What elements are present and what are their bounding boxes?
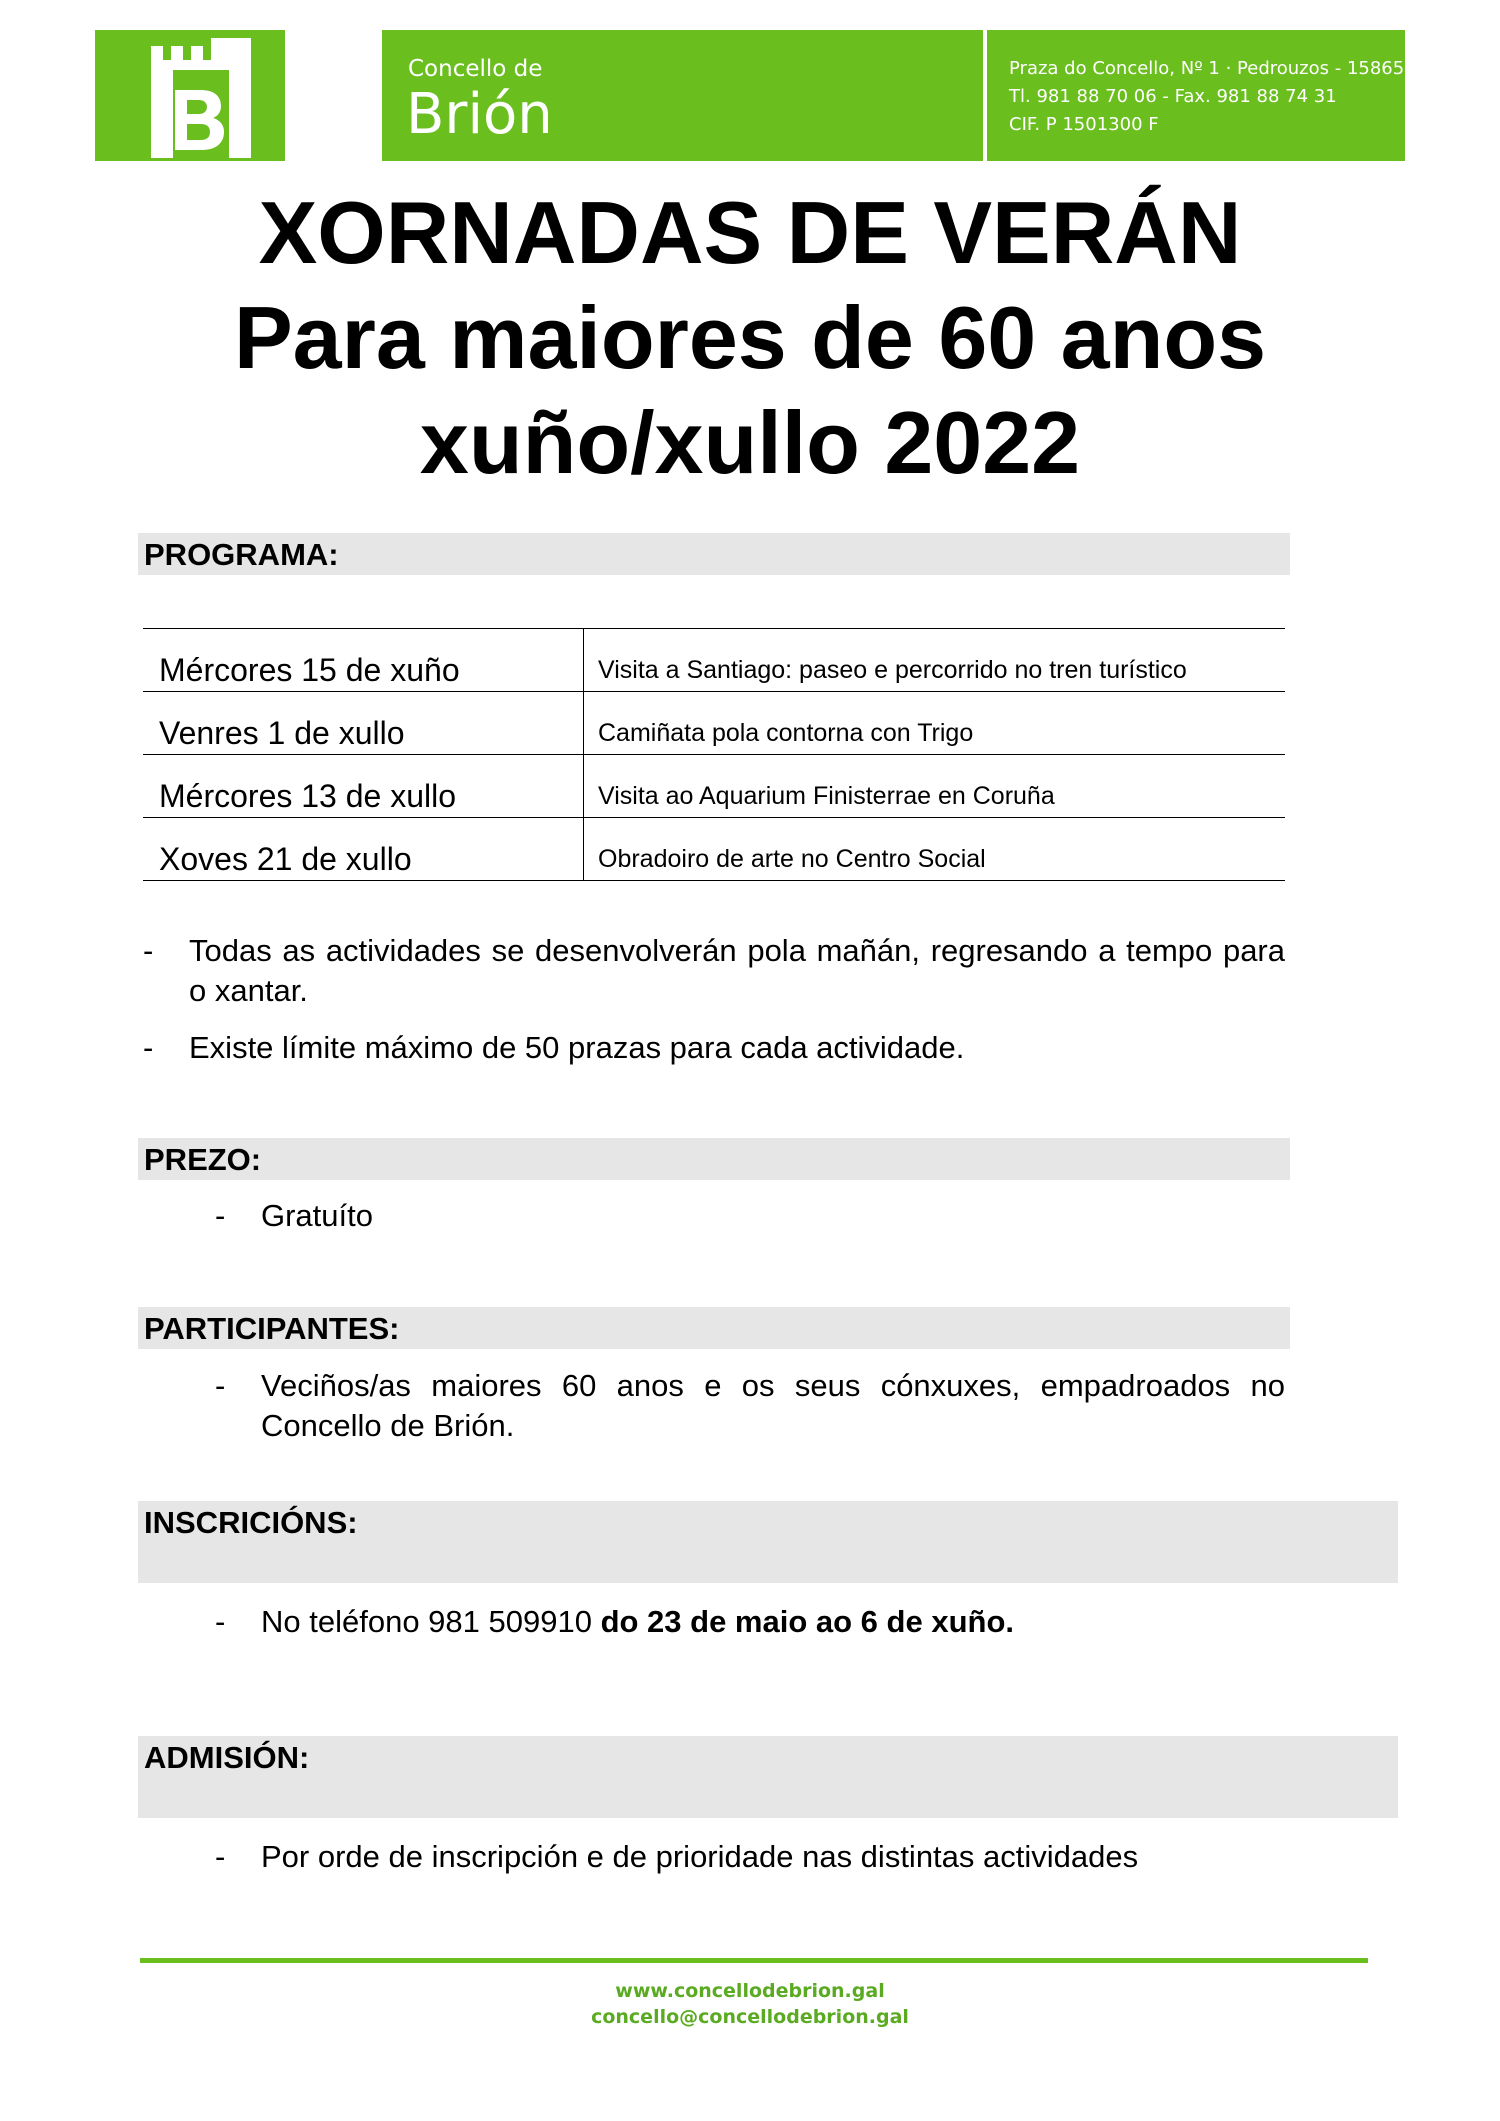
list-dash: - (215, 1198, 226, 1233)
inscricions-dates: do 23 de maio ao 6 de xuño. (600, 1604, 1014, 1639)
list-item (143, 931, 1285, 1011)
cif-line: CIF. P 1501300 F (1009, 114, 1159, 135)
list-dash: - (215, 1368, 226, 1403)
brand-block (382, 30, 983, 161)
row-date: Venres 1 de xullo (143, 692, 584, 755)
row-date: Xoves 21 de xullo (143, 818, 584, 881)
admision-text: Por orde de inscripción e de prioridade nas distintas actividades (261, 1839, 1139, 1874)
page-title (0, 180, 1500, 495)
row-activity: Visita a Santiago: paseo e percorrido no tren turístico (584, 629, 1286, 692)
footer-email: concello@concellodebrion.gal (591, 2006, 909, 2028)
programa-table (143, 628, 1285, 881)
footer-divider (140, 1958, 1368, 1963)
prezo-text: Gratuíto (261, 1198, 373, 1233)
phone-line: Tl. 981 88 70 06 - Fax. 981 88 74 31 (1009, 86, 1337, 107)
row-activity: Camiñata pola contorna con Trigo (584, 692, 1286, 755)
brand-name: Brión (406, 82, 553, 147)
address-line: Praza do Concello, Nº 1 · Pedrouzos - 15865 - Brión (1009, 58, 1470, 79)
row-date: Mércores 13 de xullo (143, 755, 584, 818)
list-item (215, 1366, 1285, 1446)
title-line-1: XORNADAS DE VERÁN (258, 183, 1242, 282)
participantes-text: Veciños/as maiores 60 anos e os seus cónxuxes, empadroados no Concello de Brión. (261, 1368, 1285, 1443)
row-activity: Obradoiro de arte no Centro Social (584, 818, 1286, 881)
section-heading-inscricions: INSCRICIÓNS: (138, 1501, 1398, 1583)
list-item (215, 1196, 1285, 1236)
table-row (143, 755, 1285, 818)
section-heading-admision: ADMISIÓN: (138, 1736, 1398, 1818)
list-item (215, 1837, 1285, 1877)
section-heading-programa: PROGRAMA: (138, 533, 1290, 575)
inscricions-text (261, 1602, 1285, 1642)
section-heading-prezo: PREZO: (138, 1138, 1290, 1180)
row-date: Mércores 15 de xuño (143, 629, 584, 692)
list-item (143, 1028, 1285, 1068)
list-dash: - (215, 1839, 226, 1874)
list-dash: - (143, 933, 154, 968)
title-line-2: Para maiores de 60 anos (233, 288, 1267, 387)
note-text: Existe límite máximo de 50 prazas para cada actividade. (189, 1030, 965, 1065)
section-heading-participantes: PARTICIPANTES: (138, 1307, 1290, 1349)
title-line-3: xuño/xullo 2022 (419, 393, 1081, 492)
list-dash: - (215, 1604, 226, 1639)
brand-small-text: Concello de (408, 56, 543, 82)
note-text: Todas as actividades se desenvolverán pola mañán, regresando a tempo para o xantar. (189, 933, 1285, 1008)
table-row (143, 629, 1285, 692)
list-dash: - (143, 1030, 154, 1065)
row-activity: Visita ao Aquarium Finisterrae en Coruña (584, 755, 1286, 818)
letterhead (95, 30, 1470, 161)
table-row (143, 818, 1285, 881)
inscricions-phone: No teléfono 981 509910 (261, 1604, 601, 1639)
brion-tower-logo-icon (145, 38, 255, 158)
list-item (215, 1602, 1285, 1642)
logo-block (95, 30, 285, 161)
address-block (987, 30, 1470, 161)
footer-website: www.concellodebrion.gal (615, 1980, 885, 2002)
table-row (143, 692, 1285, 755)
